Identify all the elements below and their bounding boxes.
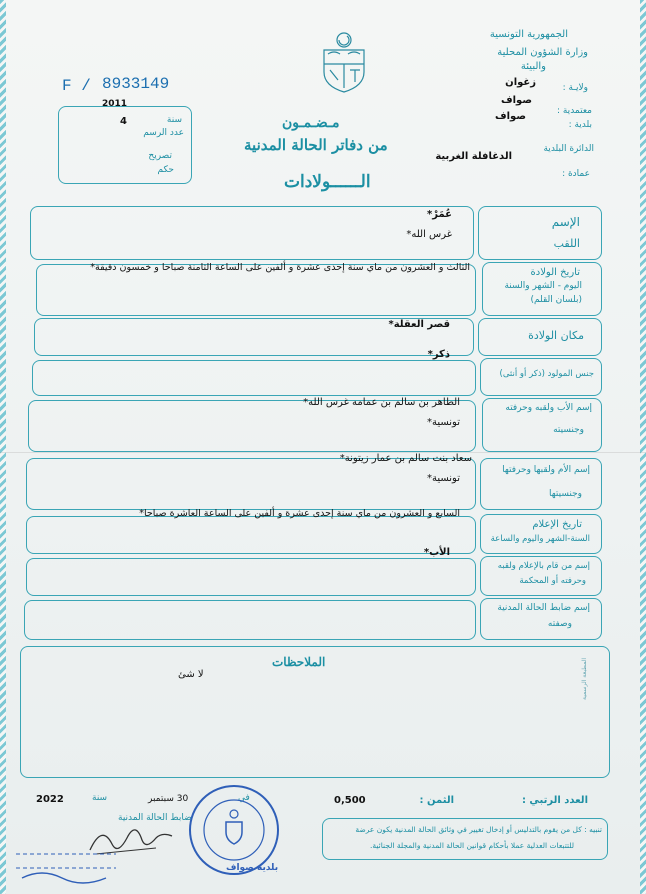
declaration-date-sublabel: السنة-الشهر واليوم والساعة	[490, 534, 590, 544]
declarant-label: إسم من قام بالإعلام ولقبه	[497, 561, 590, 571]
name-label-box	[478, 206, 602, 260]
name-label: الإسم	[551, 215, 580, 229]
father-sublabel: وجنسيته	[553, 425, 584, 435]
omda-label: عمادة :	[562, 169, 590, 179]
mother-sublabel: وجنسيتها	[549, 489, 582, 499]
price-label: الثمن :	[419, 795, 454, 806]
municipality-label: بلدية :	[568, 120, 592, 130]
declarant-field	[26, 558, 476, 596]
officer-signature-label: ضابط الحالة المدنية	[118, 813, 192, 823]
register-number-value: 4	[120, 116, 127, 127]
left-border-pattern	[0, 0, 6, 894]
circle-label: الدائرة البلدية	[543, 144, 594, 154]
title-line-2: من دفاتر الحالة المدنية	[244, 136, 388, 154]
birth-date-sublabel-2: (بلسان القلم)	[530, 295, 582, 305]
date-value: 30 سبتمبر	[148, 794, 189, 804]
father-nationality-value: تونسية*	[426, 417, 460, 428]
officer-sublabel: وصفته	[547, 619, 572, 629]
declaration-date-value: السابع و العشرون من ماي سنة إحدى عشرة و ألفين على الساعة العاشرة صباحا*	[139, 508, 460, 519]
birth-date-label: تاريخ الولادة	[530, 267, 580, 278]
birth-place-value: قصر العقلة*	[388, 319, 450, 330]
birth-date-value: الثالث و العشرون من ماي سنة إحدى عشرة و ألفين على الساعة الثامنة صباحا و خمسون دقيقة*	[90, 262, 470, 273]
father-label: إسم الأب ولقبه وحرفته	[505, 403, 592, 413]
warning-note-2: للتتبعات العدلية عملا بأحكام قوانين الحالة المدنية والمجلة الجنائية.	[369, 841, 574, 850]
mother-value: سعاد بنت سالم بن عمار زيتونة*	[339, 453, 472, 464]
printer-mark: المطبعة الرسمية	[581, 657, 588, 700]
paper-fold	[0, 452, 646, 453]
surname-value: غرس الله*	[406, 229, 452, 240]
surname-label: اللقب	[553, 237, 580, 250]
serial-number-label: العدد الرتبي :	[521, 795, 588, 806]
circle-value: الدغافلة الغربية	[435, 151, 512, 162]
sex-field	[32, 360, 476, 396]
father-value: الطاهر بن سالم بن عمامه غرس الله*	[303, 397, 460, 408]
year-label: سنة	[92, 793, 108, 803]
sex-value: ذكر*	[427, 349, 450, 360]
birth-date-sublabel: اليوم - الشهر والسنة	[504, 281, 582, 291]
stamp-text: بلدية صواف	[226, 863, 279, 873]
birth-place-label: مكان الولادة	[528, 329, 584, 342]
tunisia-emblem-icon	[318, 30, 370, 94]
register-year-value: 2011	[102, 99, 128, 109]
title-births: الــــــولادات	[284, 172, 371, 192]
first-name-value: عُمَرْ*	[427, 209, 452, 220]
ministry-heading: وزارة الشؤون المحلية	[497, 47, 588, 58]
blue-officer-stamp-icon	[10, 838, 130, 886]
declarant-value: الأب*	[423, 547, 450, 558]
serial-prefix: F /	[62, 77, 91, 95]
mother-nationality-value: تونسية*	[426, 473, 460, 484]
declaration-date-field	[26, 516, 476, 554]
register-number-label: عدد الرسم	[143, 128, 184, 138]
remarks-value: لا شئ	[178, 669, 204, 680]
register-year-label: سنة	[166, 115, 182, 125]
declaration-date-label: تاريخ الإعلام	[532, 519, 582, 530]
wilaya-label: ولايـة :	[562, 83, 588, 93]
mother-field	[26, 458, 476, 510]
title-line-1: مـضـمـون	[282, 115, 340, 131]
municipality-value: صواف	[495, 111, 526, 122]
declarant-sublabel: وحرفته أو المحكمة	[519, 576, 586, 586]
officer-label: إسم ضابط الحالة المدنية	[497, 603, 590, 613]
remarks-label: الملاحظات	[272, 655, 326, 669]
mother-label: إسم الأم ولقبها وحرفتها	[502, 465, 590, 475]
declaration-label: تصريح	[148, 151, 172, 161]
warning-note: تنبيه : كل من يقوم بالتدليس أو إدخال تغيير في وثائق الحالة المدنية يكون عرضة	[355, 825, 602, 834]
serial-number: 8933149	[102, 75, 170, 93]
year-value: 2022	[36, 794, 64, 805]
ministry-heading-2: والبيئة	[520, 61, 546, 72]
place-label: في	[238, 793, 250, 803]
officer-field	[24, 600, 476, 640]
sex-label: جنس المولود (ذكر أو أنثى)	[499, 369, 594, 379]
republic-heading: الجمهورية التونسية	[489, 29, 568, 40]
right-border-pattern	[640, 0, 646, 894]
delegation-value: صواف	[501, 95, 532, 106]
price-value: 0,500	[334, 795, 366, 806]
judgment-label: حكم	[157, 165, 174, 175]
delegation-label: معتمدية :	[556, 106, 592, 116]
wilaya-value: زغوان	[505, 77, 536, 88]
